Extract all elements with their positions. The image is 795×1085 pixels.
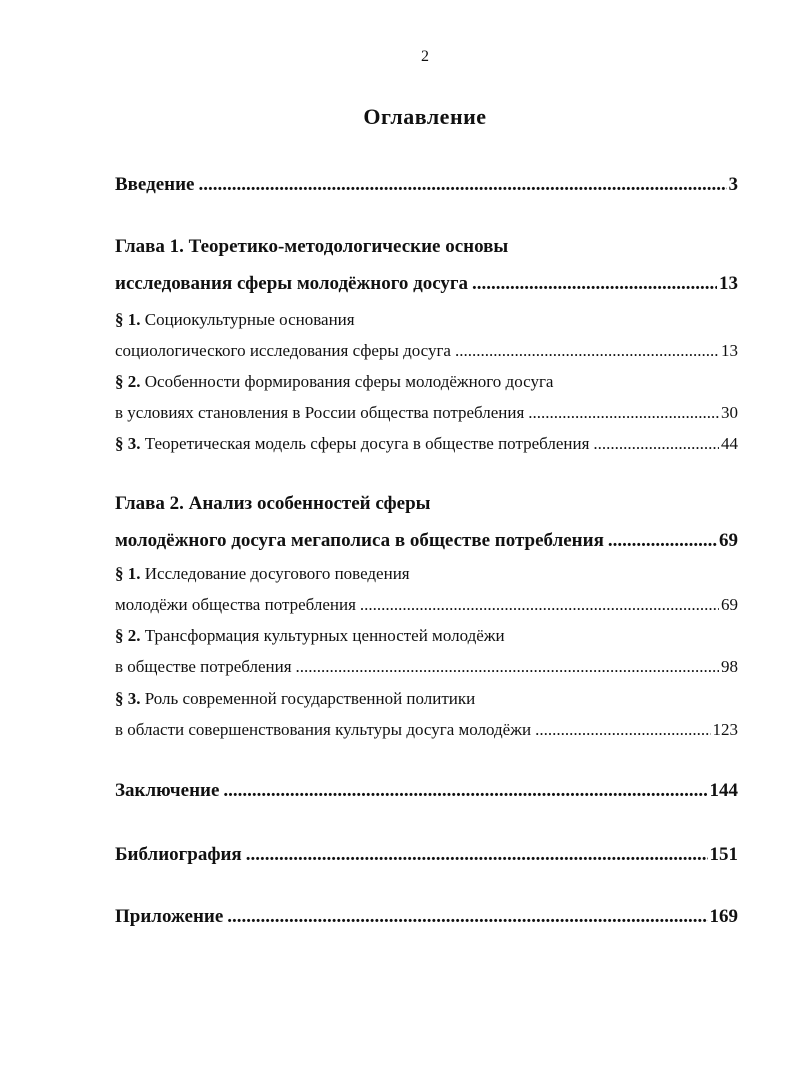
toc-entry-intro[interactable] xyxy=(115,174,738,196)
chapter1-title-line2: исследования сферы молодёжного досуга xyxy=(115,273,469,294)
toc-entry-appendix[interactable] xyxy=(115,906,738,928)
leader-dots xyxy=(528,403,719,423)
toc-entry-chapter1[interactable] xyxy=(115,273,738,295)
leader-dots xyxy=(593,434,719,454)
chapter1-title-line1: Глава 1. Теоретико-методологические основы xyxy=(115,236,509,257)
section-mark: § 2. xyxy=(115,372,141,391)
section-title-cont: в области совершенствования культуры досуга молодёжи xyxy=(115,720,532,739)
toc-entry-label: Библиография xyxy=(115,844,242,865)
section-title-text: Теоретическая модель сферы досуга в обществе потребления xyxy=(144,434,590,453)
chapter2-section1-line1[interactable] xyxy=(115,564,738,584)
section-title-cont: в обществе потребления xyxy=(115,657,292,676)
toc-entry-bibliography[interactable] xyxy=(115,844,738,866)
section-mark: § 1. xyxy=(115,564,141,583)
chapter2-section3-line2[interactable] xyxy=(115,720,738,740)
section-title: Особенности формирования сферы молодёжного досуга xyxy=(144,372,554,391)
page-number: 2 xyxy=(421,48,429,65)
chapter2-section2-line2[interactable] xyxy=(115,657,738,677)
toc-page-number: 144 xyxy=(709,780,738,801)
section-title: Роль современной государственной политики xyxy=(144,689,476,708)
chapter1-section1-line1[interactable] xyxy=(115,310,738,330)
toc-entry-chapter2[interactable] xyxy=(115,530,738,552)
toc-page-number: 169 xyxy=(709,906,738,927)
toc-page-number: 44 xyxy=(721,434,738,453)
toc-entry-label: Приложение xyxy=(115,906,224,927)
toc-title: Оглавление xyxy=(363,104,487,129)
chapter1-section1-line2[interactable] xyxy=(115,341,738,361)
chapter2-title-line1: Глава 2. Анализ особенностей сферы xyxy=(115,493,431,514)
leader-dots xyxy=(246,844,708,866)
toc-page-number: 13 xyxy=(721,341,738,360)
toc-page-number: 98 xyxy=(721,657,738,676)
toc-page-number: 69 xyxy=(721,595,738,614)
toc-entry-conclusion[interactable] xyxy=(115,780,738,802)
toc-page-number: 30 xyxy=(721,403,738,422)
leader-dots xyxy=(535,720,710,740)
toc-page-number: 69 xyxy=(719,530,738,551)
section-title: Социокультурные основания xyxy=(144,310,355,329)
section-mark: § 2. xyxy=(115,626,141,645)
toc-page-number: 151 xyxy=(709,844,738,865)
section-title: Исследование досугового поведения xyxy=(144,564,410,583)
leader-dots xyxy=(472,273,717,295)
leader-dots xyxy=(455,341,719,361)
toc-page-number: 123 xyxy=(712,720,738,739)
chapter2-section3-line1[interactable] xyxy=(115,689,738,709)
toc-entry-label: Введение xyxy=(115,174,195,195)
section-title-cont: молодёжи общества потребления xyxy=(115,595,356,614)
section-title xyxy=(115,434,589,454)
toc-page-number: 3 xyxy=(728,174,738,195)
chapter2-title-line2: молодёжного досуга мегаполиса в обществе потребления xyxy=(115,530,604,551)
toc-entry-label: Заключение xyxy=(115,780,220,801)
leader-dots xyxy=(223,780,707,802)
section-title-cont: социологического исследования сферы досуга xyxy=(115,341,451,360)
section-mark: § 1. xyxy=(115,310,141,329)
chapter2-section1-line2[interactable] xyxy=(115,595,738,615)
leader-dots xyxy=(296,657,719,677)
section-mark: § 3. xyxy=(115,434,141,453)
leader-dots xyxy=(608,530,717,552)
chapter1-section3[interactable] xyxy=(115,434,738,454)
leader-dots xyxy=(360,595,719,615)
chapter2-section2-line1[interactable] xyxy=(115,626,738,646)
leader-dots xyxy=(199,174,727,196)
chapter1-section2-line1[interactable] xyxy=(115,372,738,392)
chapter1-section2-line2[interactable] xyxy=(115,403,738,423)
toc-page-number: 13 xyxy=(719,273,738,294)
section-mark: § 3. xyxy=(115,689,141,708)
section-title-cont: в условиях становления в России общества потребления xyxy=(115,403,525,422)
section-title: Трансформация культурных ценностей молодёжи xyxy=(144,626,505,645)
leader-dots xyxy=(227,906,707,928)
